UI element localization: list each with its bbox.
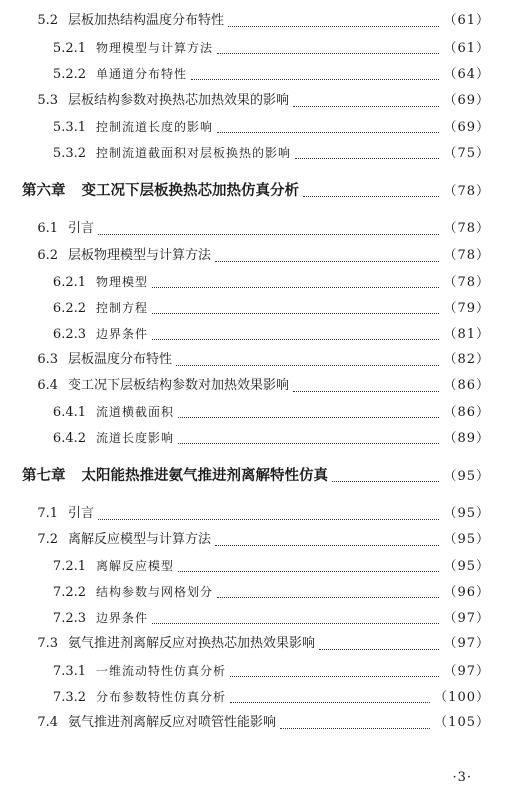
- entry-number: 6.2.1: [52, 275, 86, 290]
- leader-dots: [215, 260, 439, 262]
- leader-dots: [215, 544, 439, 546]
- entry-page: （105）: [434, 715, 490, 730]
- leader-dots: [176, 364, 439, 366]
- leader-dots: [295, 157, 439, 159]
- leader-dots: [228, 25, 439, 27]
- entry-number: 7.3.2: [52, 690, 86, 705]
- entry-number: 7.2.3: [52, 611, 86, 626]
- entry-title: 变工况下层板换热芯加热仿真分析: [81, 182, 299, 199]
- section-entry[interactable]: [0, 350, 490, 370]
- entry-page: （61）: [443, 41, 490, 56]
- entry-number: 5.2.1: [52, 41, 86, 56]
- entry-title: 层板结构参数对换热芯加热效果的影响: [68, 93, 290, 108]
- leader-dots: [152, 286, 439, 288]
- subsection-entry[interactable]: [0, 64, 490, 84]
- entry-page: （81）: [443, 327, 490, 342]
- entry-number: 5.3: [37, 93, 58, 108]
- entry-title: 结构参数与网格划分: [96, 585, 214, 599]
- entry-title: 层板物理模型与计算方法: [68, 248, 212, 263]
- section-entry[interactable]: [0, 634, 490, 654]
- chapter-entry[interactable]: [22, 181, 490, 201]
- entry-number: 5.2.2: [52, 67, 86, 82]
- entry-page: （75）: [443, 146, 490, 161]
- entry-number: 5.3.1: [52, 120, 86, 135]
- subsection-entry[interactable]: [0, 687, 490, 707]
- leader-dots: [230, 675, 439, 677]
- entry-number: 6.2.2: [52, 301, 86, 316]
- subsection-entry[interactable]: [0, 428, 490, 448]
- entry-title: 离解反应模型与计算方法: [68, 532, 212, 547]
- entry-page: （61）: [443, 13, 490, 28]
- entry-title: 层板温度分布特性: [68, 352, 173, 367]
- entry-number: 6.2.3: [52, 327, 86, 342]
- entry-number: 7.3: [37, 636, 58, 651]
- entry-page: （78）: [443, 184, 490, 199]
- subsection-entry[interactable]: [0, 324, 490, 344]
- subsection-entry[interactable]: [0, 608, 490, 628]
- section-entry[interactable]: [0, 530, 490, 550]
- entry-page: （97）: [443, 664, 490, 679]
- entry-title: 边界条件: [96, 611, 149, 625]
- entry-page: （69）: [443, 120, 490, 135]
- entry-number: 7.2: [37, 532, 58, 547]
- entry-number: 6.4.2: [52, 431, 86, 446]
- entry-number: 6.1: [37, 221, 58, 236]
- entry-title: 控制方程: [96, 301, 149, 315]
- subsection-entry[interactable]: [0, 402, 490, 422]
- leader-dots: [230, 701, 430, 703]
- leader-dots: [178, 442, 439, 444]
- entry-title: 引言: [68, 221, 95, 236]
- page-number: ·3·: [452, 770, 472, 785]
- leader-dots: [191, 78, 439, 80]
- entry-page: （97）: [443, 636, 490, 651]
- entry-title: 层板加热结构温度分布特性: [68, 13, 225, 28]
- entry-page: （100）: [434, 690, 490, 705]
- entry-number: 7.3.1: [52, 664, 86, 679]
- leader-dots: [293, 390, 439, 392]
- leader-dots: [152, 312, 439, 314]
- subsection-entry[interactable]: [0, 272, 490, 292]
- entry-title: 变工况下层板结构参数对加热效果影响: [68, 378, 290, 393]
- entry-page: （95）: [443, 506, 490, 521]
- entry-number: 7.2.1: [52, 559, 86, 574]
- subsection-entry[interactable]: [0, 582, 490, 602]
- entry-page: （97）: [443, 611, 490, 626]
- section-entry[interactable]: [0, 11, 490, 31]
- entry-title: 控制流道截面积对层板换热的影响: [96, 146, 292, 160]
- section-entry[interactable]: [0, 246, 490, 266]
- section-entry[interactable]: [0, 91, 490, 111]
- leader-dots: [217, 131, 439, 133]
- entry-number: 6.4: [37, 378, 58, 393]
- subsection-entry[interactable]: [0, 661, 490, 681]
- entry-title: 一维流动特性仿真分析: [96, 664, 227, 678]
- entry-page: （79）: [443, 301, 490, 316]
- leader-dots: [319, 648, 439, 650]
- entry-title: 氨气推进剂离解反应对换热芯加热效果影响: [68, 636, 316, 651]
- entry-page: （95）: [443, 532, 490, 547]
- section-entry[interactable]: [0, 376, 490, 396]
- entry-title: 物理模型: [96, 275, 149, 289]
- entry-page: （78）: [443, 275, 490, 290]
- leader-dots: [152, 622, 439, 624]
- entry-title: 单通道分布特性: [96, 67, 188, 81]
- entry-page: （95）: [443, 559, 490, 574]
- leader-dots: [98, 518, 439, 520]
- section-entry[interactable]: [0, 504, 490, 524]
- subsection-entry[interactable]: [0, 298, 490, 318]
- leader-dots: [178, 570, 439, 572]
- entry-number: 第七章: [22, 467, 66, 484]
- entry-number: 7.1: [37, 506, 58, 521]
- subsection-entry[interactable]: [0, 117, 490, 137]
- entry-title: 流道横截面积: [96, 405, 175, 419]
- section-entry[interactable]: [0, 713, 490, 733]
- subsection-entry[interactable]: [0, 38, 490, 58]
- leader-dots: [293, 105, 439, 107]
- entry-page: （96）: [443, 585, 490, 600]
- leader-dots: [217, 596, 439, 598]
- leader-dots: [98, 233, 439, 235]
- entry-page: （64）: [443, 67, 490, 82]
- leader-dots: [178, 416, 439, 418]
- entry-page: （69）: [443, 93, 490, 108]
- entry-title: 太阳能热推进氨气推进剂离解特性仿真: [81, 467, 328, 484]
- entry-page: （86）: [443, 378, 490, 393]
- entry-page: （95）: [443, 469, 490, 484]
- entry-title: 分布参数特性仿真分析: [96, 690, 227, 704]
- entry-title: 氨气推进剂离解反应对喷管性能影响: [68, 715, 277, 730]
- entry-number: 第六章: [22, 182, 66, 199]
- entry-number: 6.3: [37, 352, 58, 367]
- entry-page: （89）: [443, 431, 490, 446]
- leader-dots: [303, 195, 439, 197]
- entry-number: 5.2: [37, 13, 58, 28]
- entry-page: （78）: [443, 221, 490, 236]
- entry-number: 5.3.2: [52, 146, 86, 161]
- entry-number: 7.4: [37, 715, 58, 730]
- entry-title: 物理模型与计算方法: [96, 41, 214, 55]
- entry-number: 7.2.2: [52, 585, 86, 600]
- leader-dots: [332, 480, 439, 482]
- leader-dots: [217, 52, 439, 54]
- leader-dots: [152, 338, 439, 340]
- entry-number: 6.4.1: [52, 405, 86, 420]
- entry-page: （82）: [443, 352, 490, 367]
- entry-title: 离解反应模型: [96, 559, 175, 573]
- entry-number: 6.2: [37, 248, 58, 263]
- entry-title: 控制流道长度的影响: [96, 120, 214, 134]
- entry-title: 引言: [68, 506, 95, 521]
- section-entry[interactable]: [0, 219, 490, 239]
- subsection-entry[interactable]: [0, 143, 490, 163]
- entry-page: （78）: [443, 248, 490, 263]
- leader-dots: [280, 727, 430, 729]
- entry-page: （86）: [443, 405, 490, 420]
- entry-title: 流道长度影响: [96, 431, 175, 445]
- entry-title: 边界条件: [96, 327, 149, 341]
- subsection-entry[interactable]: [0, 556, 490, 576]
- chapter-entry[interactable]: [22, 466, 490, 486]
